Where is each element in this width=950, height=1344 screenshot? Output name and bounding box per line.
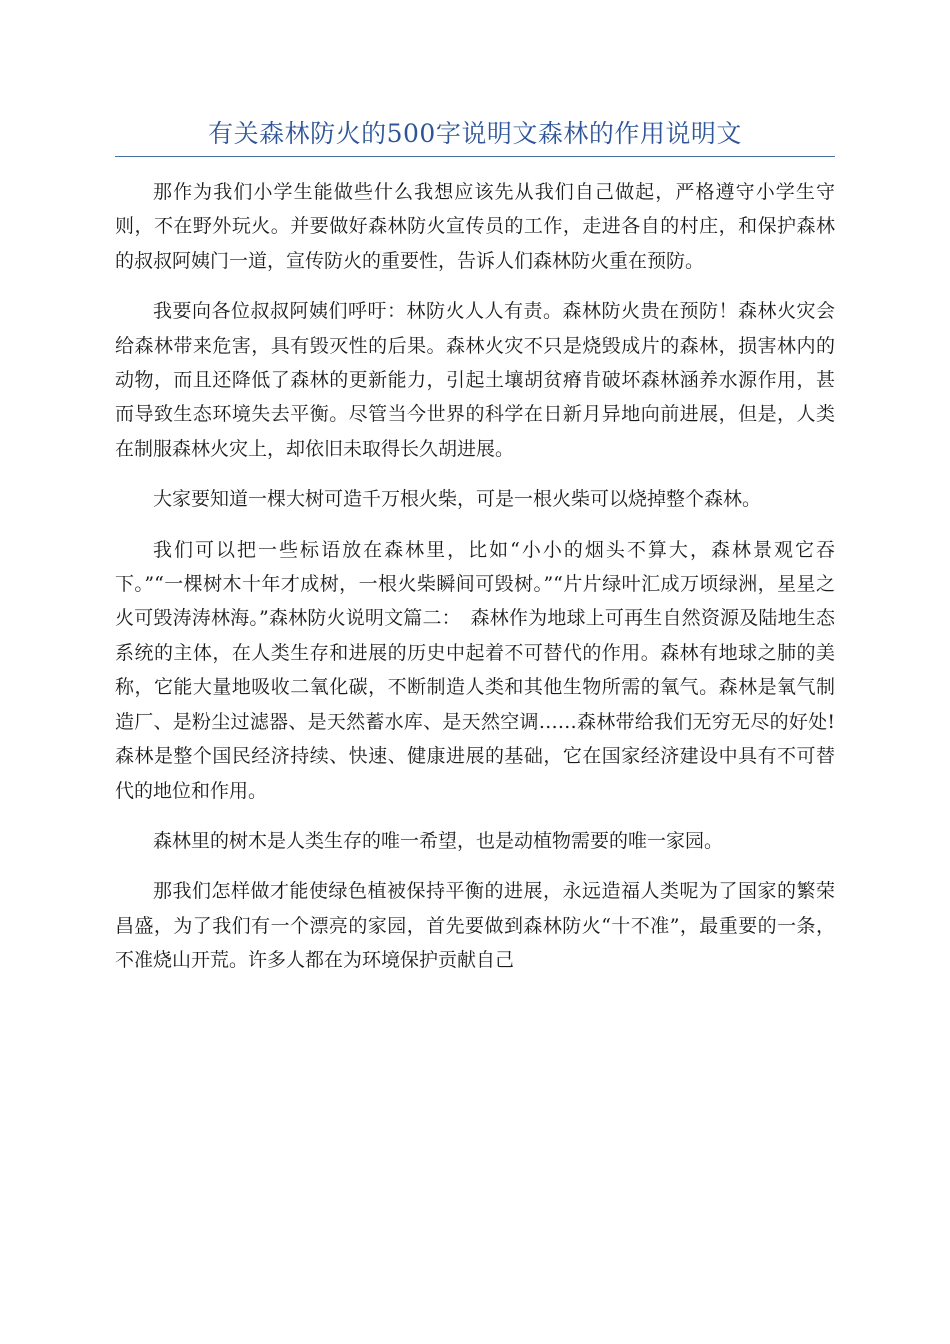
paragraph-3: 大家要知道一棵大树可造千万根火柴，可是一根火柴可以烧掉整个森林。 (153, 488, 762, 511)
paragraph-6: 那我们怎样做才能使绿色植被保持平衡的进展，永远造福人类呢为了国家的繁荣昌盛，为了我们有一个漂亮的家园，首先要做到森林防火“十不准”，最重要的一条，不准烧山开荒。许多人都在为环境保护贡献自己 (115, 880, 835, 972)
paragraph-1: 那作为我们小学生能做些什么我想应该先从我们自己做起，严格遵守小学生守则，不在野外玩火。并要做好森林防火宣传员的工作，走进各自的村庄，和保护森林的叔叔阿姨门一道，宣传防火的重要性，告诉人们森林防火重在预防。 (115, 181, 835, 272)
paragraph-2: 我要向各位叔叔阿姨们呼吁：林防火人人有责。森林防火贵在预防！森林火灾会给森林带来危害，具有毁灭性的后果。森林火灾不只是烧毁成片的森林，损害林内的动物，而且还降低了森林的更新能力，引起土壤胡贫瘠肯破坏森林涵养水源作用，甚而导致生态环境失去平衡。尽管当今世界的科学在日新月异地向前进展，但是，人类在制服森林火灾上，却依旧未取得长久胡进展。 (115, 300, 835, 460)
paragraph-4: 我们可以把一些标语放在森林里，比如“小小的烟头不算大，森林景观它吞下。”“一棵树木十年才成树，一根火柴瞬间可毁树。”“片片绿叶汇成万顷绿洲，星星之火可毁涛涛林海。”森林防火说明文篇二： 森林作为地球上可再生自然资源及陆地生态系统的主体，在人类生存和进展的历史中起着不可替代的作用。森林有地球之肺的美称，它能大量地吸收二氧化碳，不断制造人类和其他生物所需的氧气。森林是氧气制造厂、是粉尘过滤器、是天然蓄水库、是天然空调……森林带给我们无穷无尽的好处!森林是整个国民经济持续、快速、健康进展的基础，它在国家经济建设中具有不可替代的地位和作用。 (115, 538, 835, 802)
paragraph-5: 森林里的树木是人类生存的唯一希望，也是动植物需要的唯一家园。 (153, 829, 724, 852)
title-block (115, 112, 835, 157)
document-body (115, 175, 835, 994)
document-title: 有关森林防火的500字说明文森林的作用说明文 (208, 119, 742, 148)
